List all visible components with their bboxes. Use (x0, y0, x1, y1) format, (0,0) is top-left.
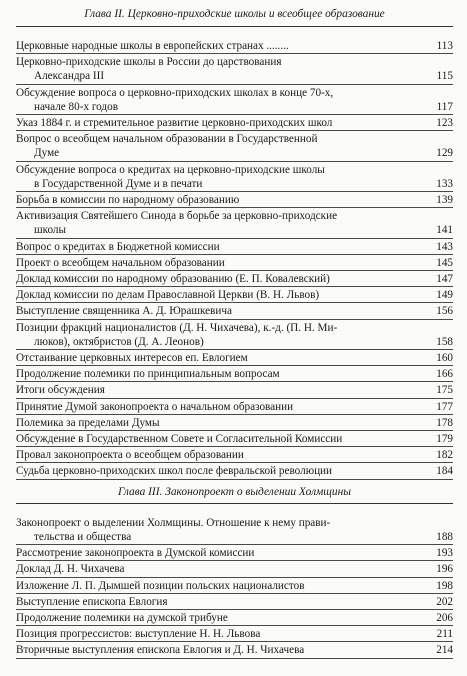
toc-entry-title (16, 39, 427, 53)
toc-entry-title (16, 595, 427, 609)
toc-entry-page-number: 193 (436, 547, 453, 560)
toc-entry-title (16, 383, 427, 397)
toc-entry-title (16, 546, 427, 560)
toc-entry-title (16, 464, 427, 478)
toc-entry (16, 209, 453, 238)
toc-entry (16, 193, 453, 208)
toc-entry-page-number: 158 (436, 335, 453, 348)
toc-entry-line: Позиция прогрессистов: выступление Н. Н. Львова (16, 628, 261, 641)
toc-entry-title (16, 209, 427, 237)
toc-entry-page-number: 143 (436, 240, 453, 253)
toc-entry-title (16, 86, 427, 114)
toc-entry-page-number: 123 (436, 117, 453, 130)
toc-entry-page-number: 166 (436, 368, 453, 381)
toc-entry-line: Итоги обсуждения (16, 384, 105, 397)
toc-entry-line: Принятие Думой законопроекта о начальном образовании (16, 400, 294, 413)
toc-entry-title (16, 351, 427, 365)
toc-entry-page-number: 129 (436, 147, 453, 160)
toc-entry (16, 627, 453, 642)
chapter-2-rule (16, 26, 453, 27)
toc-entry-line: Доклад Д. Н. Чихачева (16, 563, 125, 576)
toc-entry-page-number: 147 (436, 273, 453, 286)
toc-entry-page-number: 188 (436, 530, 453, 543)
toc-entry-title (16, 304, 427, 318)
toc-entry-title (16, 367, 427, 381)
toc-entry-title (16, 272, 427, 286)
toc-entry-title (16, 627, 427, 641)
toc-entry (16, 546, 453, 561)
toc-entry-line: Вторичные выступления епископа Евлогия и Д. Н. Чихачева (16, 644, 305, 657)
toc-entry-title (16, 562, 427, 576)
toc-entry-line: Полемика за пределами Думы (16, 416, 160, 429)
toc-entry-line: Обсуждение в Государственном Совете и Согласительной Комиссии (16, 433, 343, 446)
toc-entry (16, 643, 453, 658)
toc-entry (16, 562, 453, 577)
toc-entry (16, 288, 453, 303)
toc-entry-page-number: 141 (436, 224, 453, 237)
toc-entry-line: Активизация Святейшего Синода в борьбе за церковно-приходские (16, 210, 338, 223)
toc-entry (16, 39, 453, 54)
toc-entry-line: школы (34, 224, 67, 237)
toc-entry-title (16, 516, 427, 544)
toc-entry-line: Выступление священника А. Д. Юрашкевича (16, 305, 232, 318)
toc-entry-line: Обсуждение вопроса о церковно-приходских школах в конце 70-х, (16, 86, 334, 99)
toc-entry-title (16, 579, 427, 593)
toc-entry (16, 416, 453, 431)
toc-entry-line: Указ 1884 г. и стремительное развитие церковно-приходских школ (16, 117, 333, 130)
toc-entry (16, 163, 453, 192)
toc-entry-line: Вопрос о всеобщем начальном образовании в Государственной (16, 133, 318, 146)
toc-entry-line: Церковно-приходские школы в России до царствования (16, 56, 282, 69)
toc-entry-title (16, 55, 427, 83)
toc-entry (16, 432, 453, 447)
toc-entry-line: Борьба в комиссии по народному образованию (16, 194, 240, 207)
toc-entry-line: Продолжение полемики на думской трибуне (16, 611, 228, 624)
toc-entry-line: Изложение Л. П. Дымшей позиции польских националистов (16, 579, 305, 592)
toc-entry-page-number: 145 (436, 256, 453, 269)
toc-entry-page-number: 178 (436, 416, 453, 429)
toc-entry (16, 272, 453, 287)
toc-entry-title (16, 193, 427, 207)
toc-entry-page-number: 149 (436, 289, 453, 302)
toc-entry-title (16, 611, 427, 625)
toc-entry-title (16, 400, 427, 414)
toc-entry-title (16, 643, 427, 657)
toc-entry-line: Рассмотрение законопроекта в Думской комиссии (16, 547, 255, 560)
toc-entry-page-number: 211 (436, 628, 453, 641)
toc-entry-page-number: 139 (436, 194, 453, 207)
toc-entry-line: Продолжение полемики по принципиальным вопросам (16, 368, 280, 381)
toc-entry-line: начале 80-х годов (34, 100, 118, 113)
toc-entry-page-number: 184 (436, 465, 453, 478)
toc-entry-page-number: 160 (436, 352, 453, 365)
chapter-3-entries (16, 516, 453, 659)
toc-entry-line: Думе (34, 147, 60, 160)
toc-entry (16, 579, 453, 594)
toc-entry-title (16, 116, 427, 130)
toc-entry (16, 367, 453, 382)
toc-entry-line: Доклад комиссии по делам Православной Церкви (В. Н. Львов) (16, 289, 320, 302)
toc-entry-page-number: 115 (436, 70, 453, 83)
toc-entry (16, 351, 453, 366)
toc-entry-page-number: 113 (436, 40, 453, 52)
toc-entry-line: Провал законопроекта о всеобщем образовании (16, 449, 244, 462)
toc-entry (16, 448, 453, 463)
toc-entry-title (16, 163, 427, 191)
toc-entry (16, 240, 453, 255)
toc-entry-line: Выступление епископа Евлогия (16, 595, 168, 608)
toc-entry (16, 400, 453, 415)
toc-entry-line: Отстаивание церковных интересов еп. Евлогием (16, 352, 248, 365)
toc-entry-line: Позиции фракций националистов (Д. Н. Чихачева), к.-д. (П. Н. Ми- (16, 321, 338, 334)
toc-entry-page-number: 175 (436, 384, 453, 397)
toc-entry (16, 464, 453, 479)
toc-entry-title (16, 416, 427, 430)
toc-entry-line: Церковные народные школы в европейских странах ........ (16, 40, 289, 52)
toc-entry-line: Обсуждение вопроса о кредитах на церковно-приходские школы (16, 163, 325, 176)
toc-entry (16, 321, 453, 350)
toc-entry (16, 55, 453, 84)
toc-entry-title (16, 448, 427, 462)
toc-entry (16, 611, 453, 626)
toc-entry-title (16, 240, 427, 254)
toc-entry (16, 595, 453, 610)
toc-entry (16, 132, 453, 161)
toc-entry-line: Проект о всеобщем начальном образовании (16, 256, 225, 269)
toc-entry (16, 304, 453, 319)
toc-entry-title (16, 288, 427, 302)
chapter-3-rule (16, 503, 453, 504)
toc-entry-page-number: 117 (436, 100, 453, 113)
toc-entry-line: Вопрос о кредитах в Бюджетной комиссии (16, 240, 220, 253)
toc-entry-page-number: 182 (436, 449, 453, 462)
chapter-2-heading: Глава II. Церковно-приходские школы и всеобщее образование (84, 8, 385, 20)
toc-entry-line: Законопроект о выделении Холмщины. Отношение к нему прави- (16, 516, 331, 529)
toc-entry-title (16, 132, 427, 160)
toc-entry-line: Судьба церковно-приходских школ после февральской революции (16, 465, 333, 478)
toc-entry-page-number: 156 (436, 305, 453, 318)
toc-entry (16, 116, 453, 131)
toc-entry (16, 383, 453, 398)
toc-entry-page-number: 179 (436, 433, 453, 446)
toc-entry-page-number: 198 (436, 579, 453, 592)
toc-entry-line: Александра III (34, 70, 105, 83)
toc-entry-page-number: 196 (436, 563, 453, 576)
toc-entry (16, 86, 453, 115)
toc-entry-title (16, 321, 427, 349)
toc-entry-page-number: 133 (436, 177, 453, 190)
toc-entry-line: тельства и общества (34, 530, 132, 543)
toc-entry-page-number: 177 (436, 400, 453, 413)
toc-entry-page-number: 202 (436, 595, 453, 608)
toc-entry-title (16, 256, 427, 270)
toc-entry (16, 256, 453, 271)
toc-entry-title (16, 432, 427, 446)
toc-entry (16, 516, 453, 545)
toc-entry-page-number: 206 (436, 611, 453, 624)
toc-entry-line: люков), октябристов (Д. А. Леонов) (34, 335, 204, 348)
toc-entry-page-number: 214 (436, 644, 453, 657)
toc-entry-line: Доклад комиссии по народному образованию (Е. П. Ковалевский) (16, 273, 330, 286)
toc-entry-line: в Государственной Думе и в печати (34, 177, 203, 190)
chapter-3-heading: Глава III. Законопроект о выделении Холмщины (118, 485, 351, 498)
chapter-2-entries (16, 39, 453, 480)
